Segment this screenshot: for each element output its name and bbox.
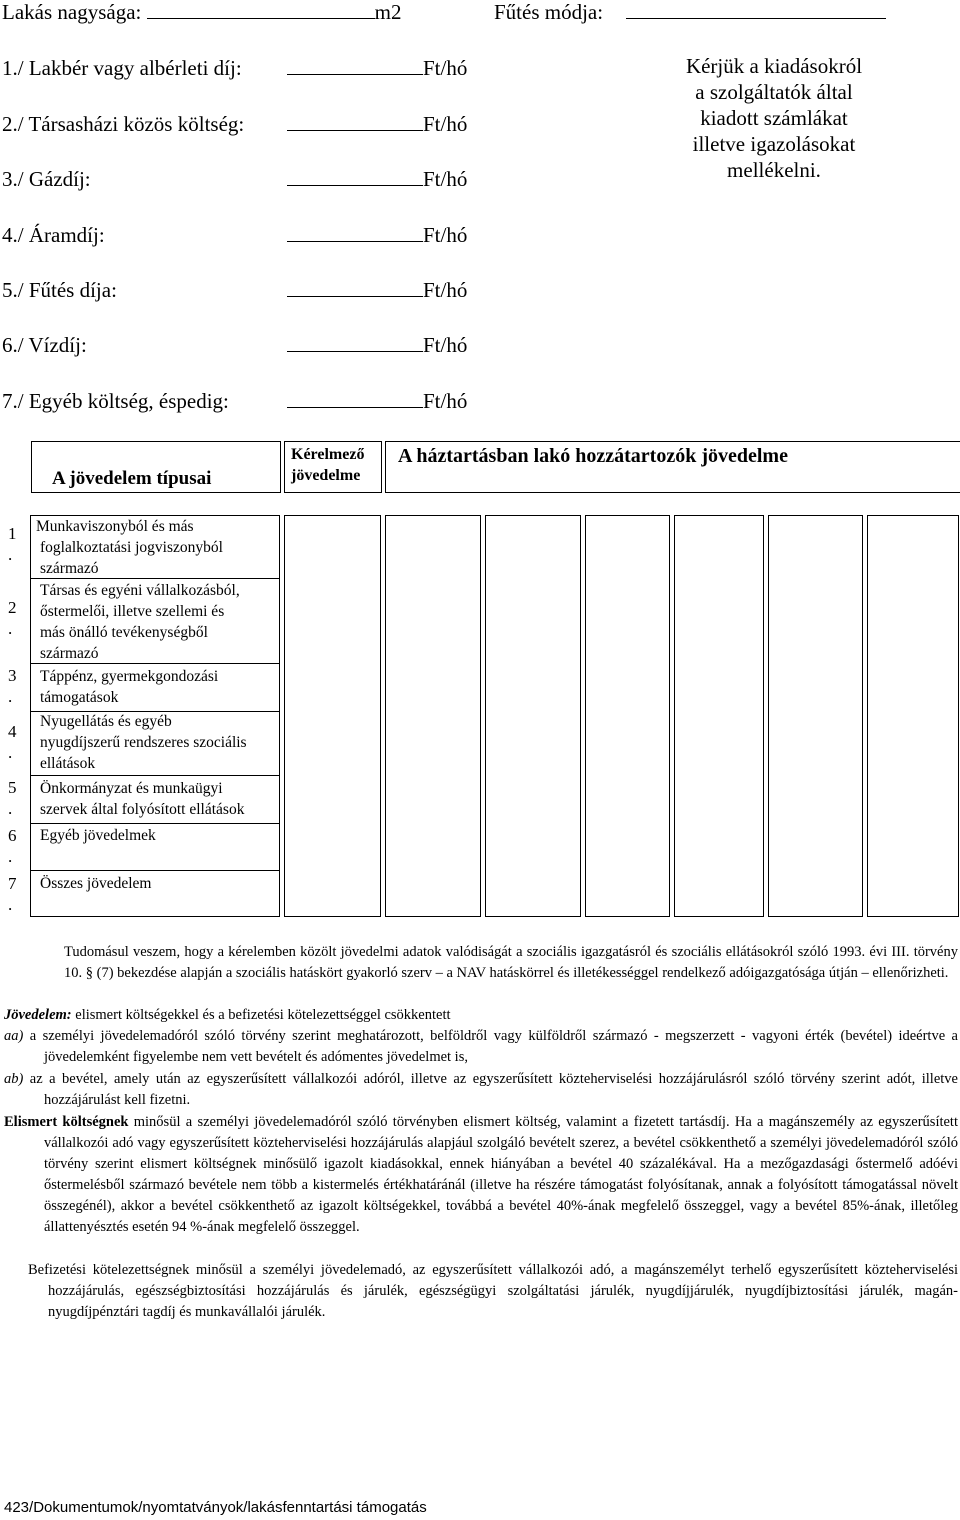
family-income-header: A háztartásban lakó hozzátartozók jövedelme xyxy=(398,445,788,467)
expense-label: 7./ Egyéb költség, éspedig: xyxy=(2,389,229,413)
flat-size-row xyxy=(2,0,401,24)
heating-type-row xyxy=(494,0,886,24)
expense-amount-field[interactable] xyxy=(287,112,423,131)
expense-unit: Ft/hó xyxy=(423,333,468,357)
header-line: jövedelme xyxy=(291,467,361,484)
row-number: 6 . xyxy=(8,826,17,866)
income-type-label: Munkaviszonyból és más foglalkoztatási jogviszonyból származó xyxy=(36,518,223,577)
expense-field-row xyxy=(287,167,467,191)
row-divider xyxy=(30,775,279,776)
applicant-income-header xyxy=(291,444,364,486)
note-line: illetve igazolásokat xyxy=(692,132,856,156)
footer-path: 423/Dokumentumok/nyomtatványok/lakásfenntartási támogatás xyxy=(4,1499,427,1516)
note-line: kiadott számlákat xyxy=(700,106,848,130)
row-divider xyxy=(768,515,862,516)
expense-field-row xyxy=(287,278,467,302)
col-divider xyxy=(580,515,581,917)
row-number: 3 . xyxy=(8,666,17,706)
income-type-label: Összes jövedelem xyxy=(40,875,152,892)
expense-amount-field[interactable] xyxy=(287,167,423,186)
row-divider xyxy=(385,515,480,516)
col-divider xyxy=(485,515,486,917)
col-divider xyxy=(674,515,675,917)
col-divider xyxy=(669,515,670,917)
note-line: Kérjük a kiadásokról xyxy=(685,54,863,78)
row-divider xyxy=(30,916,279,917)
expense-amount-field[interactable] xyxy=(287,278,423,297)
income-definition: Jövedelem: elismert költségekkel és a befizetési kötelezettséggel csökkentett xyxy=(4,1007,451,1023)
payment-obligation-text: Befizetési kötelezettségnek minősül a személyi jövedelemadó, az egyszerűsített vállalkozói adó, a magánszemélyt terhelő egyszerűsített közteherviselési hozzájárulás, egészségbiztosítási hozzájárulás és járulék, egészségügyi szolgáltatási járulék, nyugdíjjárulék, nyugdíjbiztosítási járulék, magán-nyugdíjpénztári tagdíj és munkavállalói járulék. xyxy=(28,1262,958,1320)
expense-label: 6./ Vízdíj: xyxy=(2,333,87,357)
definition-aa: aa) a személyi jövedelemadóról szóló törvény szerint meghatározott, belföldről vagy külföldről származó - megszerzett - vagyoni érték (bevétel) ideértve a jövedelemként figyelembe nem vett bevételt és adómentes jövedelmet is, xyxy=(4,1028,958,1065)
expense-unit: Ft/hó xyxy=(423,223,468,247)
row-divider xyxy=(284,515,380,516)
row-divider xyxy=(284,916,380,917)
row-divider xyxy=(674,916,763,917)
income-type-label: Egyéb jövedelmek xyxy=(40,827,156,844)
attachment-note xyxy=(660,53,888,183)
definition-ab: ab) az a bevétel, amely után az egyszerűsített vállalkozói adóról, illetve az egyszerűsített közteherviselési hozzájárulásról szóló törvény szerint adót, illetve hozzájárulást kell fizetni. xyxy=(4,1071,958,1108)
expense-unit: Ft/hó xyxy=(423,278,468,302)
col-divider xyxy=(958,515,959,917)
row-number: 7 . xyxy=(8,874,17,914)
expense-label: 2./ Társasházi közös költség: xyxy=(2,112,245,136)
income-type-label: Táppénz, gyermekgondozási támogatások xyxy=(40,668,219,706)
col-divider xyxy=(30,515,31,917)
expense-label: 1./ Lakbér vagy albérleti díj: xyxy=(2,56,242,80)
note-line: a szolgáltatók által xyxy=(695,80,853,104)
row-divider xyxy=(867,515,958,516)
family-income-header-cell xyxy=(385,441,960,493)
income-type-label: Önkormányzat és munkaügyi szervek által folyósított ellátások xyxy=(40,780,245,818)
expense-unit: Ft/hó xyxy=(423,389,468,413)
income-type-header: A jövedelem típusai xyxy=(52,468,212,489)
row-number: 1 . xyxy=(8,524,17,564)
income-table xyxy=(0,515,960,917)
row-divider xyxy=(585,916,669,917)
col-divider xyxy=(385,515,386,917)
expense-field-row xyxy=(287,223,467,247)
col-divider xyxy=(480,515,481,917)
row-divider xyxy=(385,916,480,917)
row-divider xyxy=(485,515,580,516)
recognized-costs-text: Elismert költségnek minősül a személyi jövedelemadóról szóló törvényben elismert költség, valamint a fizetett tartásdíj. Ha a magánszemély az egyszerűsített vállalkozói adó vagy egyszerűsített közteherviselési hozzájárulás alapjául szolgáló bevételt szerez, a bevétel csökkenthető a személyi jövedelemadóról szóló törvény szerint elismert költségnek minősülő igazolt kiadásokkal, ennek hiányában a bevétel 40 százalékával. Ha a mezőgazdasági őstermelő adóévi őstermelésből származó bevétele nem több a kistermelés értékhatáránál (illetve ha részére támogatást folyósítanak, annak a folyósított támogatással növelt összegénél), akkor a bevétel csökkenthető az igazolt költségekkel, továbbá a bevétel 40%-ának megfelelő összeggel, vagy a bevétel 85%-ának, illetőleg állattenyésztés esetén 94 %-ának megfelelő összeggel. xyxy=(4,1114,958,1235)
applicant-income-header-cell xyxy=(284,441,382,493)
row-number: 5 . xyxy=(8,778,17,818)
col-divider xyxy=(768,515,769,917)
col-divider xyxy=(284,515,285,917)
expense-amount-field[interactable] xyxy=(287,56,423,75)
flat-size-unit: m2 xyxy=(374,0,402,24)
row-divider xyxy=(674,515,763,516)
expense-unit: Ft/hó xyxy=(423,167,468,191)
col-divider xyxy=(279,515,280,917)
heating-type-field[interactable] xyxy=(626,0,886,19)
flat-size-label: Lakás nagysága: xyxy=(2,0,142,24)
income-type-label: Társas és egyéni vállalkozásból, őstermelői, illetve szellemi és más önálló tevékenységből származó xyxy=(40,582,240,662)
expense-label: 3./ Gázdíj: xyxy=(2,167,91,191)
expense-amount-field[interactable] xyxy=(287,389,423,408)
income-type-header-cell xyxy=(31,441,281,493)
row-divider xyxy=(768,916,862,917)
col-divider xyxy=(763,515,764,917)
flat-size-field[interactable] xyxy=(147,0,375,19)
expense-amount-field[interactable] xyxy=(287,333,423,352)
row-divider xyxy=(30,870,279,871)
expense-field-row xyxy=(287,333,467,357)
row-divider xyxy=(30,823,279,824)
row-divider xyxy=(867,916,958,917)
col-divider xyxy=(867,515,868,917)
header-line: Kérelmező xyxy=(291,446,365,463)
expense-amount-field[interactable] xyxy=(287,223,423,242)
row-divider xyxy=(485,916,580,917)
col-divider xyxy=(862,515,863,917)
expense-unit: Ft/hó xyxy=(423,56,468,80)
row-number: 4 . xyxy=(8,722,17,762)
note-line: mellékelni. xyxy=(727,158,821,182)
col-divider xyxy=(585,515,586,917)
expense-label: 5./ Fűtés díja: xyxy=(2,278,117,302)
row-divider xyxy=(585,515,669,516)
expense-field-row xyxy=(287,389,467,413)
income-type-label: Nyugellátás és egyéb nyugdíjszerű rendszeres szociális ellátások xyxy=(40,713,247,772)
expense-field-row xyxy=(287,112,467,136)
declaration-text: Tudomásul veszem, hogy a kérelemben közölt jövedelmi adatok valódiságát a szociális igazgatásról és szociális ellátásokról szóló 1993. évi III. törvény 10. § (7) bekezdése alapján a szociális hatáskört gyakorló szerv – a NAV hatáskörrel és illetékességgel rendelkező adóigazgatósága útján – ellenőrizheti. xyxy=(64,944,958,981)
expense-unit: Ft/hó xyxy=(423,112,468,136)
heating-type-label: Fűtés módja: xyxy=(494,0,604,24)
expense-field-row xyxy=(287,56,467,80)
col-divider xyxy=(380,515,381,917)
expense-label: 4./ Áramdíj: xyxy=(2,223,105,247)
row-number: 2 . xyxy=(8,598,17,638)
